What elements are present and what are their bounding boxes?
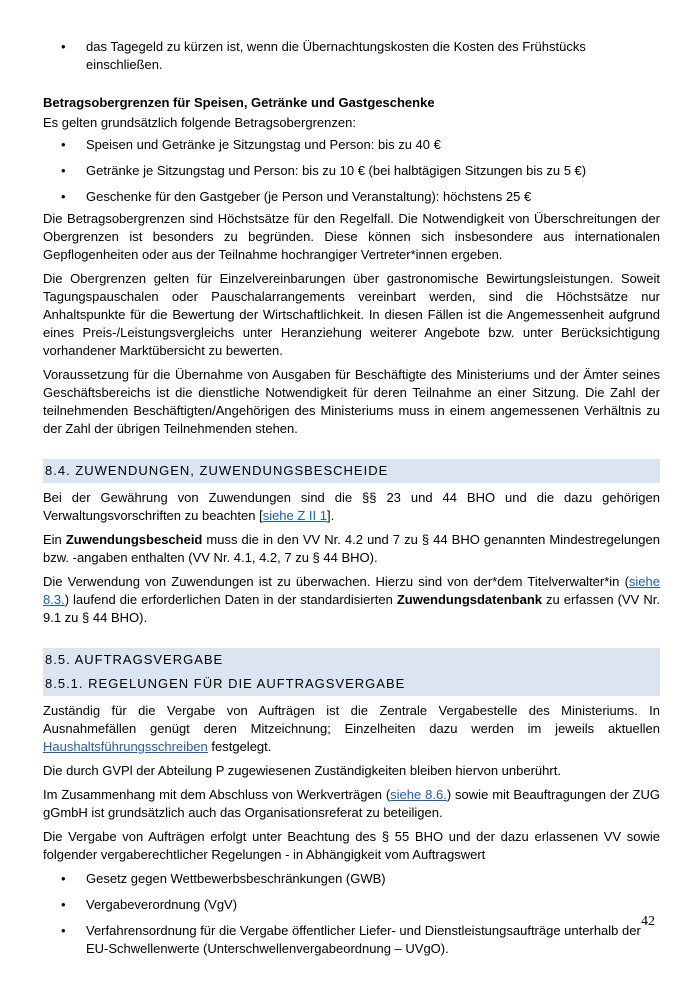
limits-list xyxy=(43,136,660,206)
list-item: • Geschenke für den Gastgeber (je Person und Veranstaltung): höchstens 25 € xyxy=(43,188,660,206)
section-8-4-paragraph-1 xyxy=(43,489,660,525)
link-section-8-3[interactable]: siehe 8.3. xyxy=(43,574,660,607)
limits-paragraph-1: Die Betragsobergrenzen sind Höchstsätze für den Regelfall. Die Notwendigkeit von Überschreitungen der Obergrenzen ist besonders zu begründen. Diese können sich insbesondere aus internationalen Gepflogenheiten oder aus der Teilnahme hochrangiger Vertreter*innen ergeben. xyxy=(43,211,660,262)
link-haushaltsfuehrungsschreiben[interactable]: Haushaltsführungsschreiben xyxy=(43,739,208,754)
top-bullet-list xyxy=(43,38,660,74)
link-z-ii-1[interactable]: siehe Z II 1 xyxy=(262,508,327,523)
link-section-8-6[interactable]: siehe 8.6. xyxy=(390,787,447,802)
list-item: • Vergabeverordnung (VgV) xyxy=(43,896,660,914)
section-8-5-paragraph-1 xyxy=(43,702,660,756)
paragraph-text: Bei der Gewährung von Zuwendungen sind die §§ 23 und 44 BHO und die dazu gehörigen Verwaltungsvorschriften zu beachten [ xyxy=(43,490,660,523)
limits-heading: Betragsobergrenzen für Speisen, Getränke und Gastgeschenke xyxy=(43,95,435,110)
paragraph-text: festgelegt. xyxy=(207,739,272,754)
section-8-4-heading: 8.4. ZUWENDUNGEN, ZUWENDUNGSBESCHEIDE xyxy=(43,459,660,483)
list-item: • Getränke je Sitzungstag und Person: bis zu 10 € (bei halbtägigen Sitzungen bis zu 5 €) xyxy=(43,162,660,180)
paragraph-text: Die Verwendung von Zuwendungen ist zu überwachen. Hierzu sind von der*dem Titelverwalter*in ( xyxy=(43,574,629,589)
list-item: • Speisen und Getränke je Sitzungstag und Person: bis zu 40 € xyxy=(43,136,660,154)
list-item: • das Tagegeld zu kürzen ist, wenn die Übernachtungskosten die Kosten des Frühstücks einschließen. xyxy=(43,38,660,74)
limits-paragraph-2: Die Obergrenzen gelten für Einzelvereinbarungen über gastronomische Bewirtungsleistungen. Soweit Tagungspauschalen oder Pauschalarrangements vereinbart werden, sind die Höchstsätze nur Anhaltspunkte für die Bewertung der Wirtschaftlichkeit. In diesen Fällen ist die Angemessenheit aufgrund eines Preis-/Leistungsvergleichs unter Heranziehung weiterer Angebote bzw. unter Berücksichtigung vorhandener Marktübersicht zu bewerten. xyxy=(43,271,660,358)
paragraph-text: Zuständig für die Vergabe von Aufträgen ist die Zentrale Vergabestelle des Ministeriums. In Ausnahmefällen genügt deren Mitzeichnung; Einzelheiten dazu werden im jeweils aktuellen xyxy=(43,703,660,736)
paragraph-text: ]. xyxy=(327,508,335,523)
list-item: • Gesetz gegen Wettbewerbsbeschränkungen (GWB) xyxy=(43,870,660,888)
bold-term: Zuwendungsdatenbank xyxy=(396,592,542,607)
section-8-5-paragraph-4: Die Vergabe von Aufträgen erfolgt unter Beachtung des § 55 BHO und der dazu erlassenen VV sowie folgender vergaberechtlicher Regelungen - in Abhängigkeit vom Auftragswert xyxy=(43,829,660,862)
section-8-4-paragraph-3 xyxy=(43,573,660,627)
list-item: • Verfahrensordnung für die Vergabe öffentlicher Liefer- und Dienstleistungsaufträge unterhalb der EU-Schwellenwerte (Unterschwellenvergabeordnung – UVgO). xyxy=(43,922,660,958)
limits-paragraph-3: Voraussetzung für die Übernahme von Ausgaben für Beschäftigte des Ministeriums und der Ämter seines Geschäftsbereichs ist die dienstliche Notwendigkeit für deren Teilnahme an einer Sitzung. Die Zahl der teilnehmenden Beschäftigten/Angehörigen des Ministeriums muss in einem angemessenen Verhältnis zu der Zahl der übrigen Teilnehmenden stehen. xyxy=(43,367,660,436)
paragraph-text: ) laufend die erforderlichen Daten in der standardisierten xyxy=(64,592,397,607)
bold-term: Zuwendungsbescheid xyxy=(65,532,203,547)
paragraph-text: ) sowie mit Beauftragungen der ZUG gGmbH ist grundsätzlich auch das Organisationsreferat zu beteiligen. xyxy=(43,787,660,820)
section-8-5-heading: 8.5. AUFTRAGSVERGABE xyxy=(43,648,660,672)
section-8-5-1-heading: 8.5.1. REGELUNGEN FÜR DIE AUFTRAGSVERGABE xyxy=(43,672,660,696)
document-page xyxy=(43,38,660,966)
section-8-5-paragraph-2: Die durch GVPl der Abteilung P zugewiesenen Zuständigkeiten bleiben hiervon unberührt. xyxy=(43,763,561,778)
paragraph-text: muss die in den VV Nr. 4.2 und 7 zu § 44 BHO genannten Mindestregelungen bzw. -angaben enthalten (VV Nr. 4.1, 4.2, 7 zu § 44 BHO). xyxy=(43,532,660,565)
paragraph-text: Im Zusammenhang mit dem Abschluss von Werkverträgen ( xyxy=(43,787,391,802)
section-8-5-paragraph-3 xyxy=(43,786,660,822)
page-number: 42 xyxy=(641,914,655,929)
section-8-4-paragraph-2 xyxy=(43,531,660,567)
limits-intro: Es gelten grundsätzlich folgende Betragsobergrenzen: xyxy=(43,115,356,130)
paragraph-text: Ein xyxy=(43,532,66,547)
regulations-list xyxy=(43,870,660,958)
paragraph-text: zu erfassen (VV Nr. 9.1 zu § 44 BHO). xyxy=(43,592,660,625)
